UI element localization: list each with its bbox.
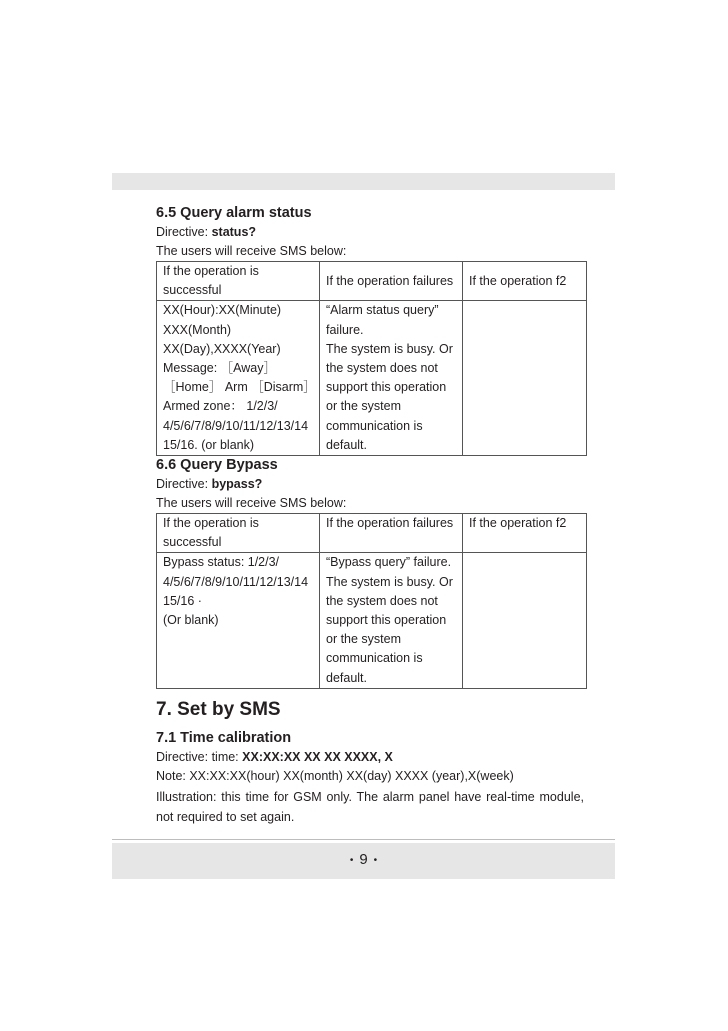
section-title-6-5: 6.5 Query alarm status <box>156 205 312 221</box>
receive-note-6-5: The users will receive SMS below: <box>156 244 347 258</box>
footer-divider <box>112 839 615 840</box>
cell-failure: “Alarm status query” failure. The system is busy. Or the system does not support this operation or the system communication is default. <box>320 301 463 456</box>
header-failure: If the operation failures <box>320 262 463 301</box>
cell-success: Bypass status: 1/2/3/ 4/5/6/7/8/9/10/11/12/13/14 15/16 · (Or blank) <box>157 553 320 688</box>
table-header-row <box>157 262 587 301</box>
header-success: If the operation is successful <box>157 514 320 553</box>
page-content <box>156 204 584 827</box>
directive-6-6: Directive: bypass? <box>156 477 263 492</box>
table-row <box>157 553 587 688</box>
directive-6-5: Directive: status? <box>156 225 257 239</box>
header-f2: If the operation f2 <box>463 262 587 301</box>
section-title-6-6: 6.6 Query Bypass <box>156 457 278 474</box>
table-header-row <box>157 514 587 553</box>
header-failure: If the operation failures <box>320 514 463 553</box>
cell-failure: “Bypass query” failure. The system is busy. Or the system does not support this operation or the system communication is default. <box>320 553 463 688</box>
directive-7-1: Directive: time: XX:XX:XX XX XX XXXX, X <box>156 749 393 764</box>
illustration-text: Illustration: this time for GSM only. The alarm panel have real-time module, not required to set again. <box>156 789 584 824</box>
table-6-5 <box>156 261 587 456</box>
page-number: • 9 • <box>349 851 378 868</box>
note-7-1: Note: XX:XX:XX(hour) XX(month) XX(day) XXXX (year),X(week) <box>156 768 514 783</box>
header-band <box>112 173 615 190</box>
section-title-7-1: 7.1 Time calibration <box>156 729 292 746</box>
receive-note-6-6: The users will receive SMS below: <box>156 496 347 511</box>
table-row <box>157 301 587 456</box>
header-f2: If the operation f2 <box>463 514 587 553</box>
table-6-6 <box>156 513 587 689</box>
cell-f2 <box>463 301 587 456</box>
cell-success: XX(Hour):XX(Minute) XXX(Month) XX(Day),XXXX(Year) Message: ［Away］ ［Home］ Arm ［Disarm］ Armed zone： 1/2/3/ 4/5/6/7/8/9/10/11/12/13/14 15/16. (or blank) <box>157 301 320 456</box>
cell-f2 <box>463 553 587 688</box>
chapter-title-7: 7. Set by SMS <box>156 698 281 720</box>
header-success: If the operation is successful <box>157 262 320 301</box>
